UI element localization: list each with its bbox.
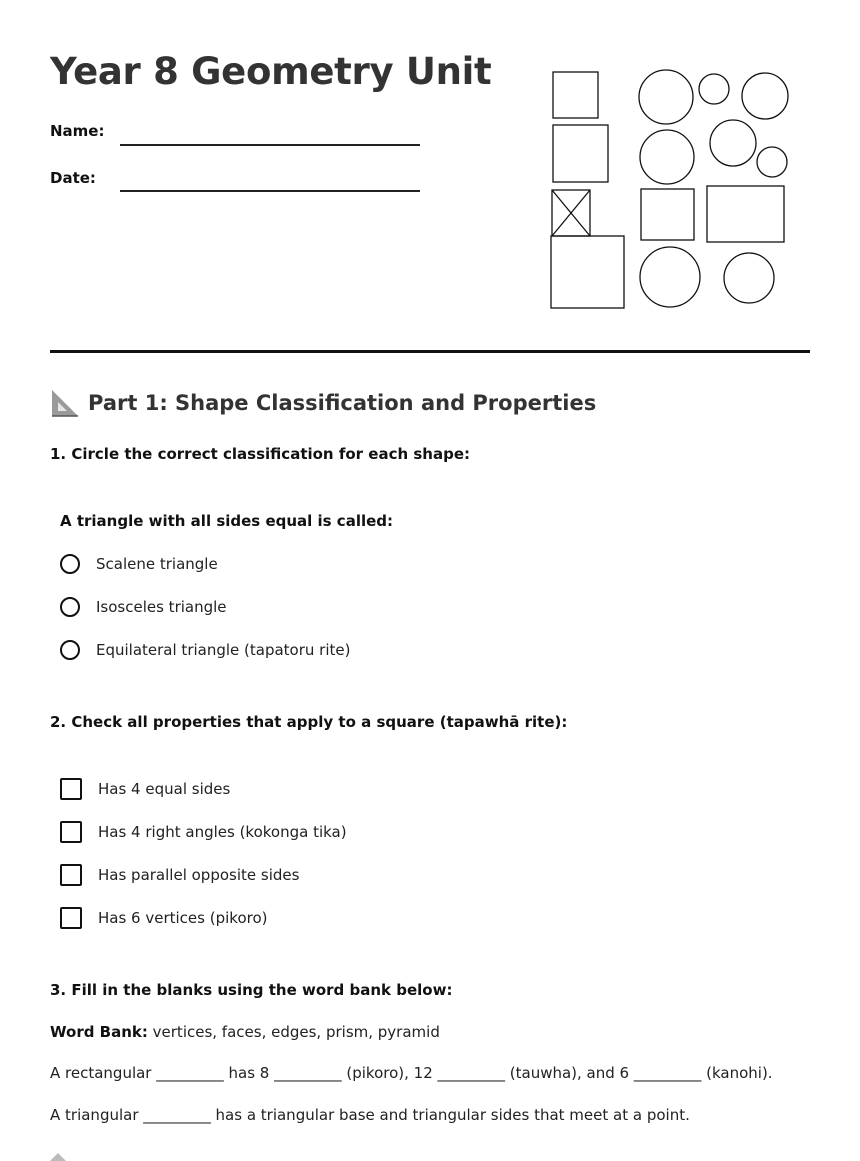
option-label: Has 4 right angles (kokonga tika) <box>98 823 347 841</box>
circle-shape <box>757 147 787 177</box>
page-title: Year 8 Geometry Unit <box>50 50 492 93</box>
section-title: Part 1: Shape Classification and Properties <box>88 391 597 415</box>
square-shape <box>553 72 598 118</box>
date-label: Date: <box>50 169 96 187</box>
option-label: Isosceles triangle <box>96 598 227 616</box>
name-field[interactable] <box>120 144 420 146</box>
checkbox[interactable] <box>60 821 82 843</box>
radio-button[interactable] <box>60 597 80 617</box>
section-icon-partial <box>50 1153 66 1161</box>
option-label: Has 4 equal sides <box>98 780 231 798</box>
circle-shape <box>724 253 774 303</box>
rectangle-shape <box>707 186 784 242</box>
radio-option[interactable] <box>60 554 218 574</box>
square-shape <box>553 125 608 182</box>
option-label: Has parallel opposite sides <box>98 866 300 884</box>
question-3-prompt: 3. Fill in the blanks using the word bank below: <box>50 981 453 999</box>
checkbox-option[interactable] <box>60 778 230 800</box>
fill-blank-sentence: A triangular _________ has a triangular base and triangular sides that meet at a point. <box>50 1106 690 1124</box>
circle-shape <box>699 74 729 104</box>
circle-shape <box>639 70 693 124</box>
circle-shape <box>640 247 700 307</box>
question-1-subprompt: A triangle with all sides equal is called: <box>60 512 394 530</box>
date-field[interactable] <box>120 190 420 192</box>
checkbox[interactable] <box>60 907 82 929</box>
shapes-illustration <box>540 60 800 320</box>
radio-option[interactable] <box>60 597 227 617</box>
word-bank-label: Word Bank: <box>50 1023 148 1041</box>
set-square-icon <box>50 388 80 418</box>
crossed-square-shape <box>552 190 590 236</box>
circle-shape <box>710 120 756 166</box>
square-shape <box>551 236 624 308</box>
circle-shape <box>640 130 694 184</box>
fill-blank-sentence: A rectangular _________ has 8 _________ (pikoro), 12 _________ (tauwha), and 6 _________ (kanohi). <box>50 1064 773 1082</box>
option-label: Equilateral triangle (tapatoru rite) <box>96 641 351 659</box>
question-1-prompt: 1. Circle the correct classification for each shape: <box>50 445 471 463</box>
square-shape <box>641 189 694 240</box>
option-label: Has 6 vertices (pikoro) <box>98 909 268 927</box>
name-label: Name: <box>50 122 105 140</box>
radio-option[interactable] <box>60 640 350 660</box>
circle-shape <box>742 73 788 119</box>
divider <box>50 350 810 353</box>
word-bank <box>50 1023 440 1041</box>
checkbox[interactable] <box>60 778 82 800</box>
section-header <box>50 388 596 418</box>
option-label: Scalene triangle <box>96 555 218 573</box>
checkbox-option[interactable] <box>60 907 267 929</box>
checkbox-option[interactable] <box>60 821 347 843</box>
radio-button[interactable] <box>60 554 80 574</box>
word-bank-words: vertices, faces, edges, prism, pyramid <box>147 1023 440 1041</box>
question-2-prompt: 2. Check all properties that apply to a square (tapawhā rite): <box>50 713 568 731</box>
checkbox[interactable] <box>60 864 82 886</box>
checkbox-option[interactable] <box>60 864 299 886</box>
radio-button[interactable] <box>60 640 80 660</box>
